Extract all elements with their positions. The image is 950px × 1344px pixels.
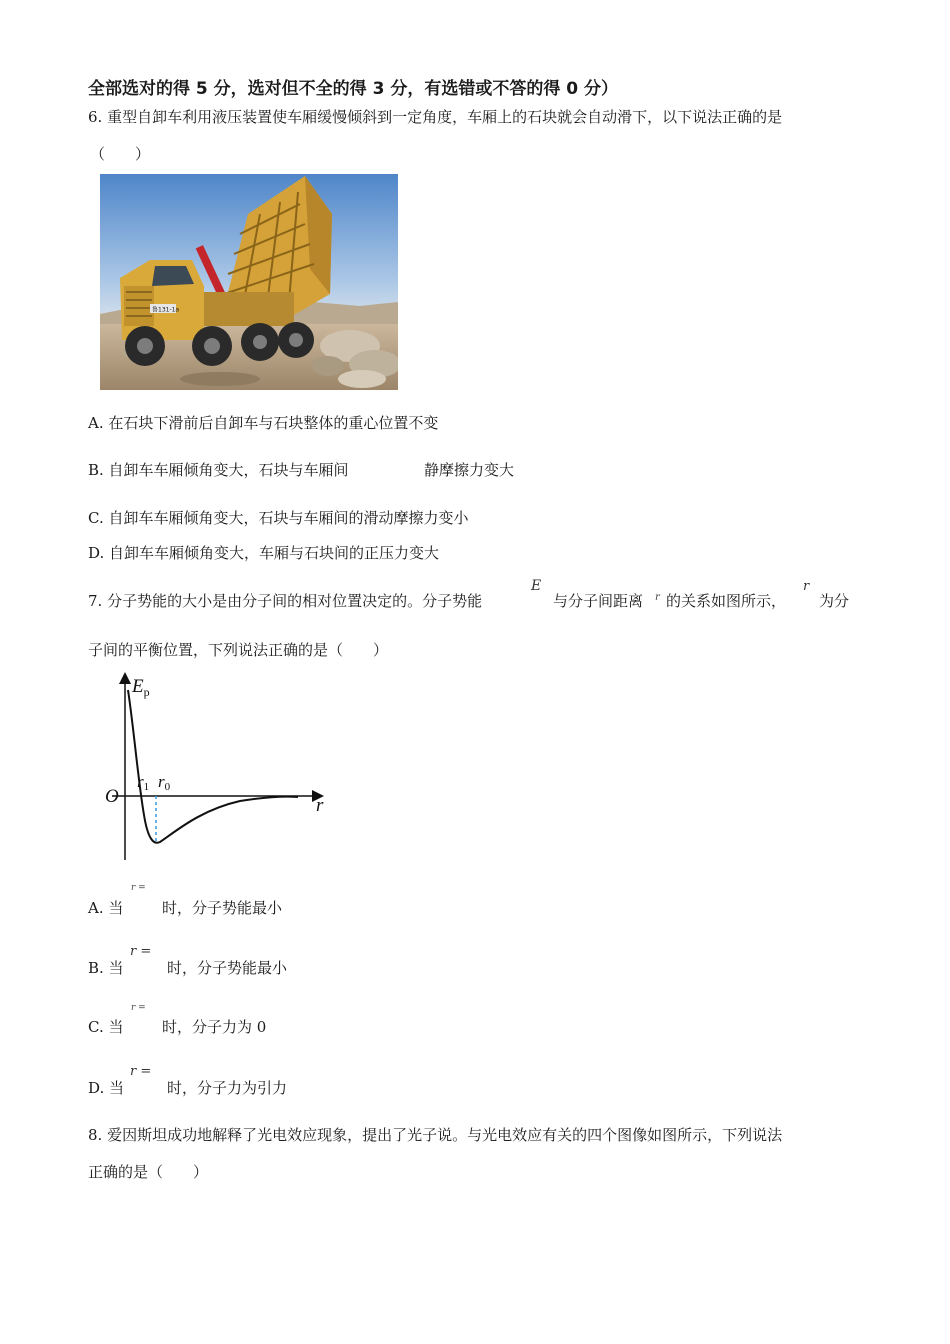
origin-label: O	[105, 786, 119, 807]
x-axis-label: r	[316, 795, 324, 816]
potential-energy-curve	[128, 690, 298, 843]
q7-option-d-prefix: D. 当	[88, 1079, 125, 1097]
q8-stem-line2: 正确的是（ ）	[88, 1163, 209, 1181]
q7-option-b-suffix: 时，分子势能最小	[167, 959, 288, 977]
q7-stem-part-a: 7. 分子势能的大小是由分子间的相对位置决定的。分子势能	[88, 592, 483, 610]
q7-option-a-suffix: 时，分子势能最小	[162, 899, 283, 917]
q8-stem-line1: 8. 爱因斯坦成功地解释了光电效应现象，提出了光子说。与光电效应有关的四个图像如图所示，下列说法	[88, 1126, 783, 1144]
r0-label: r0	[158, 772, 171, 793]
q7-symbol-r-small: r	[655, 592, 660, 603]
q7-option-b-condition: r =	[130, 944, 152, 959]
q7-option-c-prefix: C. 当	[88, 1018, 124, 1036]
q7-option-c-condition: r =	[131, 1003, 146, 1013]
q6-option-b-continued: 静摩擦力变大	[424, 461, 515, 479]
q7-option-d-condition: r =	[130, 1064, 152, 1079]
q7-option-b-prefix: B. 当	[88, 959, 124, 977]
q7-stem-line2: 子间的平衡位置，下列说法正确的是（ ）	[88, 641, 389, 659]
q6-option-d: D. 自卸车车厢倾角变大，车厢与石块间的正压力变大	[88, 544, 440, 562]
q7-stem-part-c: 的关系如图所示，	[666, 592, 787, 610]
dump-truck-photo	[100, 174, 398, 390]
q6-stem-line2: （ ）	[90, 145, 151, 163]
q7-stem-part-d: 为分	[819, 592, 850, 610]
q7-option-a-condition: r =	[131, 883, 146, 893]
q7-option-a-prefix: A. 当	[88, 899, 124, 917]
q6-stem-line1: 6. 重型自卸车利用液压装置使车厢缓慢倾斜到一定角度，车厢上的石块就会自动滑下，以下说法正确的是	[88, 108, 783, 126]
license-plate: 鲁131-1a	[152, 306, 180, 314]
q7-symbol-e: E	[531, 578, 542, 594]
r1-label: r1	[137, 772, 150, 793]
potential-energy-graph	[100, 670, 340, 865]
q6-option-b: B. 自卸车车厢倾角变大，石块与车厢间	[88, 461, 349, 479]
q7-symbol-r-big: r	[803, 579, 810, 594]
q6-option-a: A. 在石块下滑前后自卸车与石块整体的重心位置不变	[88, 414, 439, 432]
q7-stem-part-b: 与分子间距离	[553, 592, 644, 610]
q7-option-d-suffix: 时，分子力为引力	[167, 1079, 288, 1097]
section-heading: 全部选对的得 5 分，选对但不全的得 3 分，有选错或不答的得 0 分）	[88, 79, 618, 99]
y-axis-label: $E_p$	[132, 676, 150, 699]
q7-option-c-suffix: 时，分子力为 0	[162, 1018, 267, 1036]
q6-option-c: C. 自卸车车厢倾角变大，石块与车厢间的滑动摩擦力变小	[88, 509, 469, 527]
